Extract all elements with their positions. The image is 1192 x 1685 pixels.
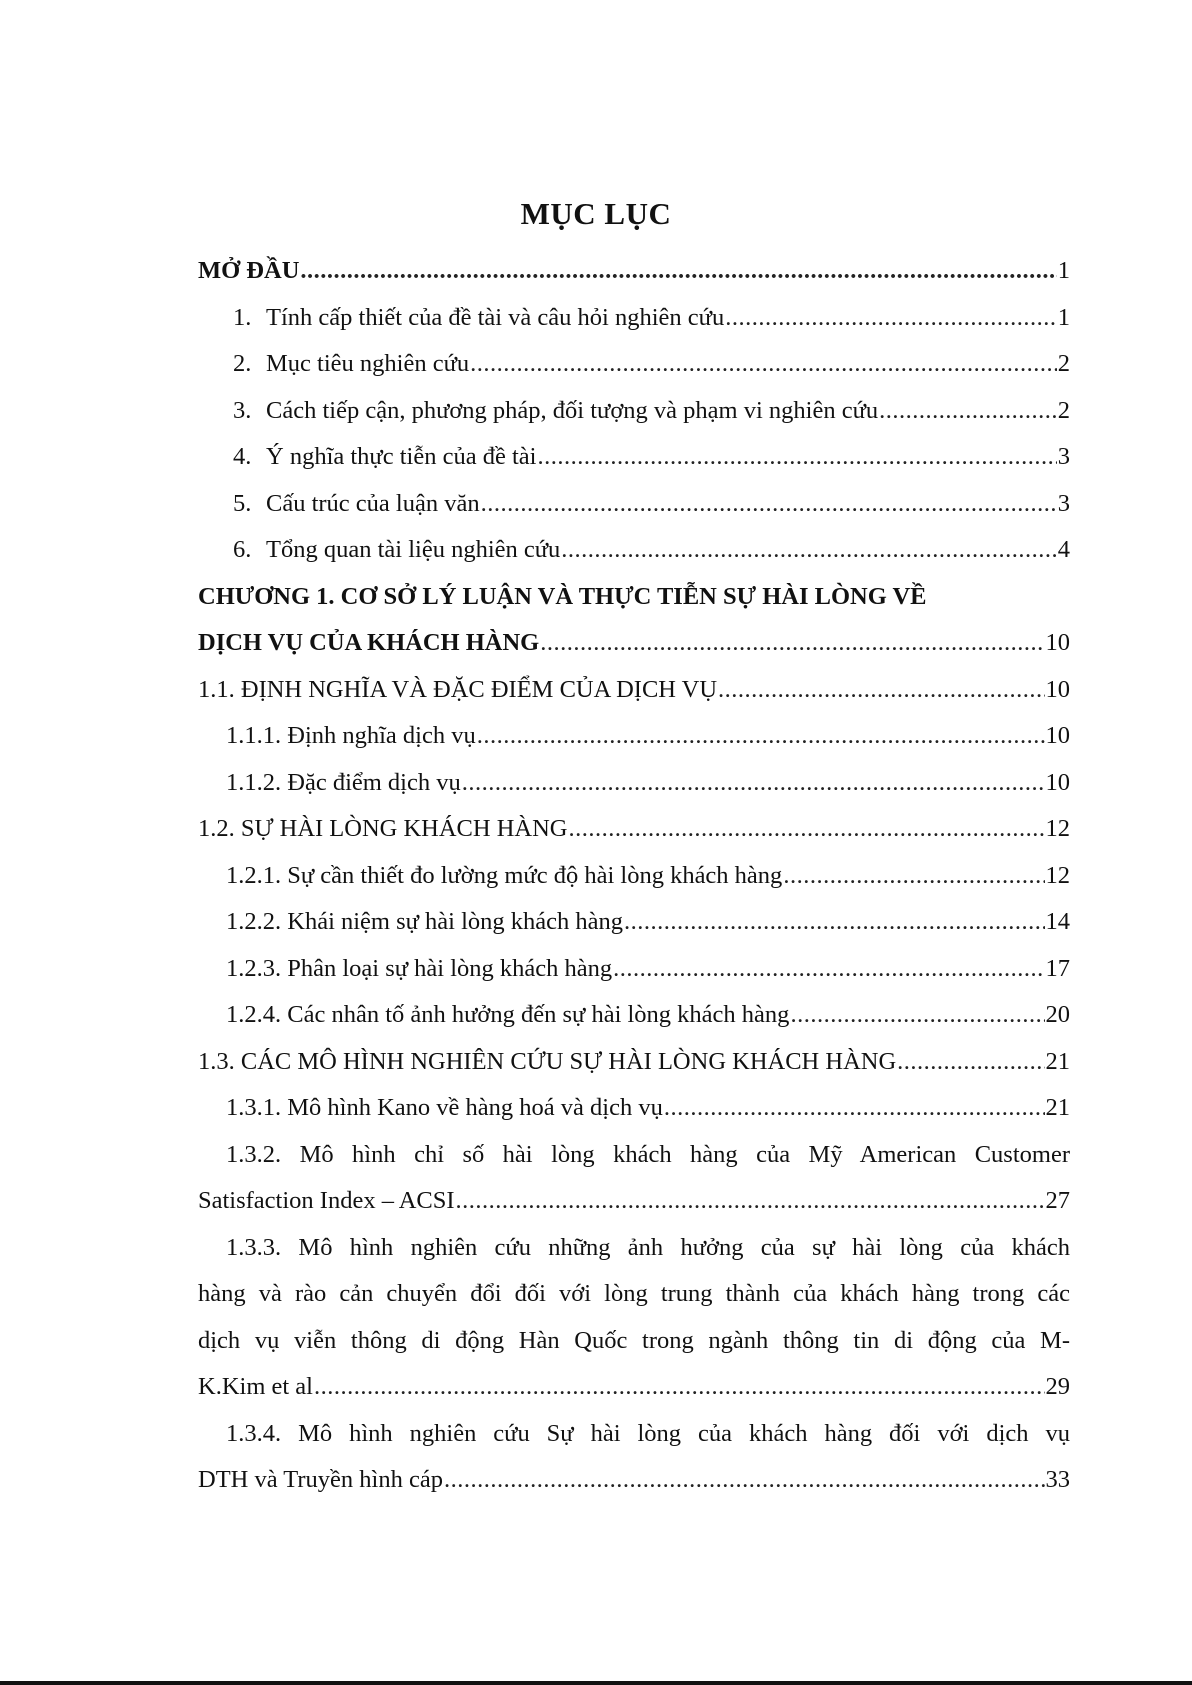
toc-entry-1-2-3[interactable]: 1.2.3. Phân loại sự hài lòng khách hàng ..... 17 [198,946,1070,993]
toc-entry-1-3-2[interactable]: 1.3.2. Mô hình chỉ số hài lòng khách hàng của Mỹ American Customer Satisfaction Index – ACSI ..... 27 [198,1132,1070,1225]
toc-entry-1-3-3[interactable]: 1.3.3. Mô hình nghiên cứu những ảnh hưởng của sự hài lòng của khách hàng và rào cản chuyển đổi đối với lòng trung thành của khách hàng trong các dịch vụ viễn thông di động Hàn Quốc trong ngành thông tin di động của M- K.Kim et al ..... 29 [198,1225,1070,1411]
toc-entry-1-2-4[interactable]: 1.2.4. Các nhân tố ảnh hưởng đến sự hài lòng khách hàng ..... 20 [198,992,1070,1039]
page-bottom-border [0,1681,1192,1685]
toc-entry-1-1-2[interactable]: 1.1.2. Đặc điểm dịch vụ ..... 10 [198,760,1070,807]
toc-entry-1-1[interactable]: 1.1. ĐỊNH NGHĨA VÀ ĐẶC ĐIỂM CỦA DỊCH VỤ ..... 10 [198,667,1070,714]
toc-entry-5[interactable]: 5. Cấu trúc của luận văn ..... 3 [198,481,1070,528]
toc-entry-6[interactable]: 6. Tổng quan tài liệu nghiên cứu ..... 4 [198,527,1070,574]
toc-entry-1-3-4[interactable]: 1.3.4. Mô hình nghiên cứu Sự hài lòng của khách hàng đối với dịch vụ DTH và Truyền hình cáp ..... 33 [198,1411,1070,1504]
table-of-contents [198,248,1070,1504]
toc-entry-1-2-1[interactable]: 1.2.1. Sự cần thiết đo lường mức độ hài lòng khách hàng ..... 12 [198,853,1070,900]
toc-entry-chapter-1[interactable]: CHƯƠNG 1. CƠ SỞ LÝ LUẬN VÀ THỰC TIỄN SỰ HÀI LÒNG VỀ DỊCH VỤ CỦA KHÁCH HÀNG ..... 10 [198,574,1070,667]
toc-entry-1-3-1[interactable]: 1.3.1. Mô hình Kano về hàng hoá và dịch vụ ..... 21 [198,1085,1070,1132]
toc-title: MỤC LỤC [520,196,672,231]
toc-entry-1-1-1[interactable]: 1.1.1. Định nghĩa dịch vụ ..... 10 [198,713,1070,760]
toc-entry-1-2-2[interactable]: 1.2.2. Khái niệm sự hài lòng khách hàng ..... 14 [198,899,1070,946]
toc-entry-1-3[interactable]: 1.3. CÁC MÔ HÌNH NGHIÊN CỨU SỰ HÀI LÒNG KHÁCH HÀNG ..... 21 [198,1039,1070,1086]
toc-entry-mo-dau[interactable]: MỞ ĐẦU ..... 1 [198,248,1070,295]
toc-entry-3[interactable]: 3. Cách tiếp cận, phương pháp, đối tượng và phạm vi nghiên cứu ..... 2 [198,388,1070,435]
toc-entry-1[interactable]: 1. Tính cấp thiết của đề tài và câu hỏi nghiên cứu ..... 1 [198,295,1070,342]
toc-entry-1-2[interactable]: 1.2. SỰ HÀI LÒNG KHÁCH HÀNG ..... 12 [198,806,1070,853]
toc-entry-2[interactable]: 2. Mục tiêu nghiên cứu ..... 2 [198,341,1070,388]
toc-entry-4[interactable]: 4. Ý nghĩa thực tiễn của đề tài ..... 3 [198,434,1070,481]
